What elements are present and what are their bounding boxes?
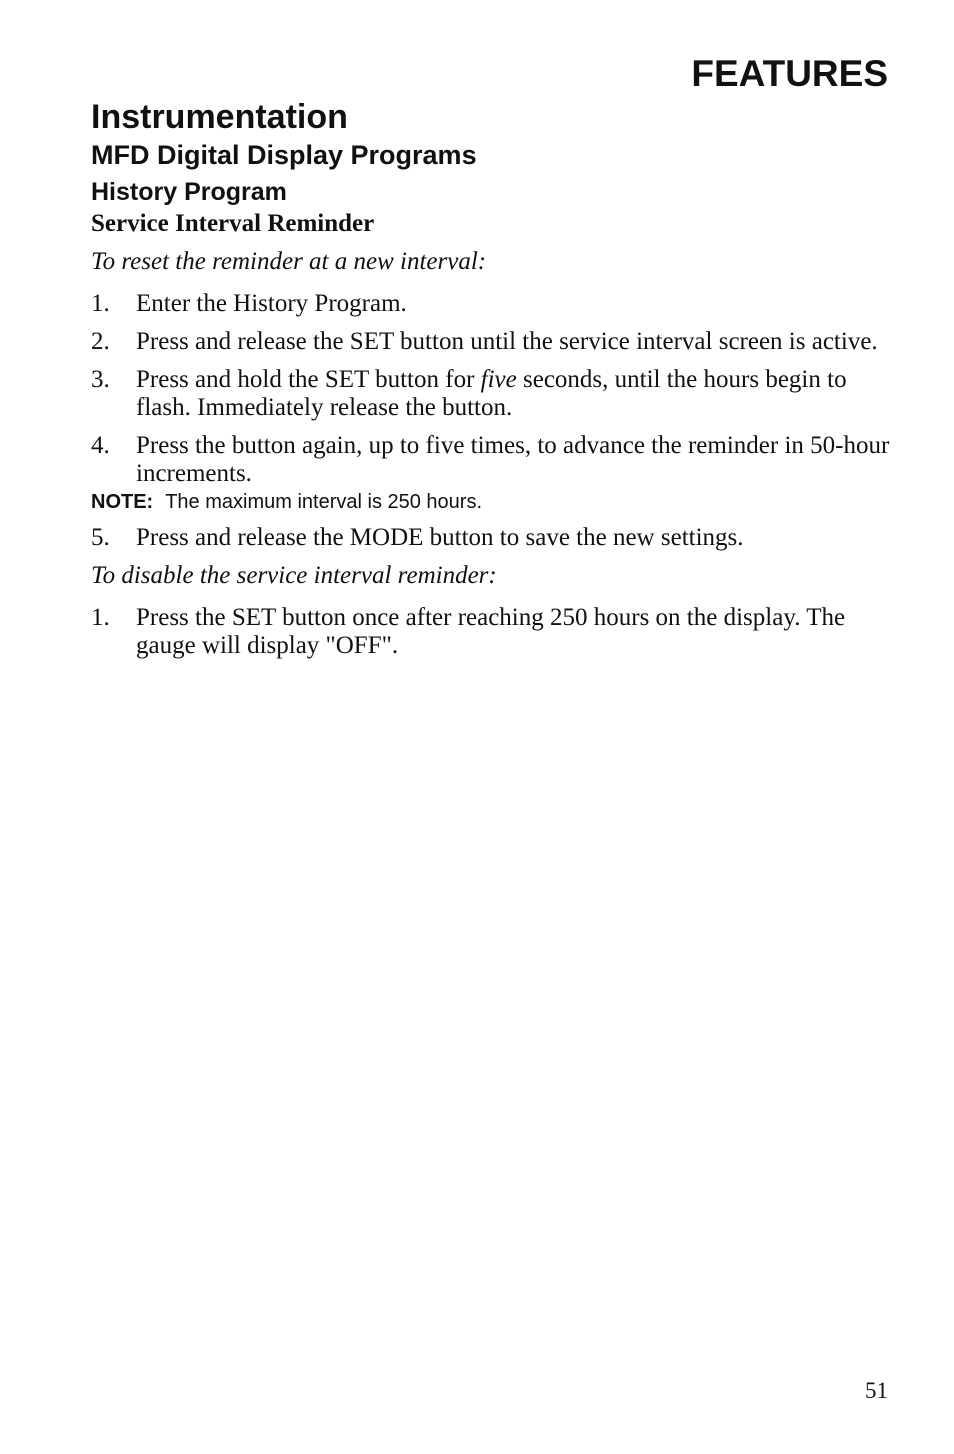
list-item	[91, 604, 891, 660]
list-item	[91, 366, 891, 422]
heading-instrumentation: Instrumentation	[91, 98, 348, 136]
heading-mfd-programs: MFD Digital Display Programs	[91, 140, 477, 170]
step-text-after: seconds, until the hours begin to flash. Immediately release the button.	[136, 366, 847, 421]
step-number: 5.	[91, 524, 110, 551]
note	[91, 488, 891, 516]
step-text: Press and release the SET button until the service interval screen is active.	[136, 328, 878, 355]
step-text: Enter the History Program.	[136, 290, 407, 317]
heading-service-interval: Service Interval Reminder	[91, 210, 375, 237]
page-number: 51	[865, 1378, 888, 1403]
step-text	[136, 366, 891, 422]
step-text-before: Press and hold the SET button for	[136, 366, 481, 393]
note-label: NOTE:	[91, 491, 154, 513]
step-number: 4.	[91, 432, 110, 459]
reset-steps	[91, 290, 891, 488]
list-item	[91, 432, 891, 488]
disable-steps	[91, 604, 891, 660]
list-item	[91, 328, 891, 356]
step-number: 3.	[91, 366, 110, 393]
note-text: The maximum interval is 250 hours.	[165, 491, 483, 513]
list-item	[91, 524, 891, 552]
step-text: Press and release the MODE button to save the new settings.	[136, 524, 744, 551]
step-text: Press the button again, up to five times, to advance the reminder in 50-hour increments.	[136, 432, 890, 487]
disable-lead: To disable the service interval reminder:	[91, 562, 497, 589]
heading-history-program: History Program	[91, 178, 287, 206]
list-item	[91, 290, 891, 318]
step-number: 1.	[91, 604, 110, 631]
step-number: 2.	[91, 328, 110, 355]
step-emphasis: five	[480, 366, 517, 393]
reset-steps-continued	[91, 524, 891, 552]
section-header: FEATURES	[691, 53, 888, 94]
step-number: 1.	[91, 290, 110, 317]
step-text: Press the SET button once after reaching 250 hours on the display. The gauge will display "OFF".	[136, 604, 846, 659]
page-content	[91, 96, 891, 670]
reset-lead: To reset the reminder at a new interval:	[91, 248, 487, 275]
